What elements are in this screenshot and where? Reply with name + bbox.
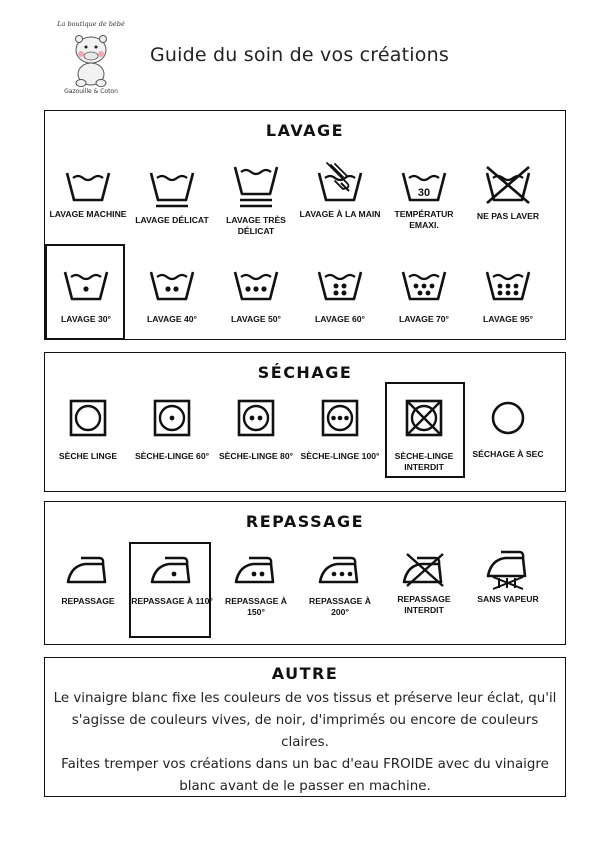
autre-text — [53, 688, 557, 798]
item-label: SÈCHE-LINGE 100° — [300, 451, 380, 461]
item-label: REPASSAGE — [61, 596, 115, 606]
brand-logo — [55, 20, 127, 98]
sechage-section — [44, 352, 566, 492]
logo-bottom-text: Gazouille & Coton — [64, 88, 118, 95]
lavage-temperature-item — [383, 169, 465, 230]
item-label: LAVAGE 30° — [61, 314, 111, 324]
sechage-title: SÉCHAGE — [257, 363, 353, 382]
lavage-40-item — [131, 268, 213, 325]
item-label: REPASSAGE INTERDIT — [397, 594, 451, 615]
repassage-title: REPASSAGE — [245, 512, 365, 531]
hippo-mascot-icon — [67, 30, 115, 88]
item-label: SÈCHE LINGE — [58, 451, 118, 461]
wash-40-icon — [149, 268, 195, 302]
wash-70-icon — [401, 268, 447, 302]
dry-clean-icon — [489, 399, 527, 437]
item-label: SÈCHE-LINGE INTERDIT — [394, 451, 454, 472]
seche-linge-60-item — [131, 399, 213, 462]
item-label: TEMPÉRATUR EMAXI. — [394, 209, 454, 230]
item-label: SÈCHE-LINGE 60° — [134, 451, 210, 461]
wash-30-icon — [63, 268, 109, 302]
page-title: Guide du soin de vos créations — [150, 44, 449, 66]
lavage-machine-item — [47, 169, 129, 220]
wash-machine-icon — [65, 169, 111, 203]
item-label: LAVAGE MACHINE — [49, 209, 127, 219]
do-not-wash-icon — [483, 165, 533, 205]
item-label: REPASSAGE À 200° — [309, 596, 371, 617]
lavage-tres-delicat-item — [215, 163, 297, 236]
wash-60-icon — [317, 268, 363, 302]
wash-very-delicate-icon — [233, 163, 279, 209]
item-label: LAVAGE 50° — [231, 314, 281, 324]
tumble-dry-60-icon — [153, 399, 191, 437]
iron-150-icon — [233, 554, 279, 586]
item-label: SANS VAPEUR — [477, 594, 539, 604]
item-label: LAVAGE 95° — [483, 314, 533, 324]
item-label: LAVAGE DÉLICAT — [135, 215, 209, 225]
item-label: LAVAGE 60° — [315, 314, 365, 324]
item-label: LAVAGE 70° — [399, 314, 449, 324]
lavage-60-item — [299, 268, 381, 325]
repassage-interdit-item — [383, 552, 465, 615]
wash-95-icon — [485, 268, 531, 302]
seche-linge-item — [47, 399, 129, 462]
tumble-dry-80-icon — [237, 399, 275, 437]
ne-pas-laver-item — [467, 165, 549, 222]
hand-wash-icon — [317, 161, 363, 203]
item-label: LAVAGE 40° — [147, 314, 197, 324]
autre-paragraph: Le vinaigre blanc fixe les couleurs de vos tissus et préserve leur éclat, qu'il s'agisse de couleurs vives, de noir, d'imprimés ou encore de couleurs claires. — [53, 691, 557, 750]
do-not-iron-icon — [401, 552, 447, 588]
repassage-110-item — [131, 554, 213, 607]
lavage-95-item — [467, 268, 549, 325]
item-label: SÉCHAGE À SEC — [472, 449, 544, 459]
seche-linge-80-item — [215, 399, 297, 462]
no-steam-icon — [485, 550, 531, 590]
seche-linge-interdit-item — [383, 399, 465, 472]
repassage-section — [44, 501, 566, 645]
lavage-30-item — [45, 268, 127, 325]
lavage-section — [44, 110, 566, 340]
item-label: LAVAGE TRÈS DÉLICAT — [226, 215, 286, 236]
wash-temp-30-icon — [401, 169, 447, 203]
sans-vapeur-item — [467, 550, 549, 605]
tumble-dry-100-icon — [321, 399, 359, 437]
autre-section — [44, 657, 566, 797]
repassage-item — [47, 554, 129, 607]
item-label: LAVAGE À LA MAIN — [299, 209, 381, 219]
lavage-50-item — [215, 268, 297, 325]
repassage-200-item — [299, 554, 381, 617]
lavage-delicat-item — [131, 169, 213, 226]
item-label: NE PAS LAVER — [476, 211, 540, 221]
lavage-title: LAVAGE — [265, 121, 345, 140]
item-label: SÈCHE-LINGE 80° — [218, 451, 294, 461]
iron-110-icon — [149, 554, 195, 586]
sechage-a-sec-item — [467, 399, 549, 460]
tumble-dry-icon — [69, 399, 107, 437]
lavage-main-item — [299, 161, 381, 220]
seche-linge-100-item — [299, 399, 381, 462]
repassage-150-item — [215, 554, 297, 617]
iron-200-icon — [317, 554, 363, 586]
wash-50-icon — [233, 268, 279, 302]
iron-icon — [65, 554, 111, 586]
autre-title: AUTRE — [271, 664, 339, 683]
autre-paragraph: Faites tremper vos créations dans un bac d'eau FROIDE avec du vinaigre blanc avant de le passer en machine. — [61, 757, 549, 794]
lavage-70-item — [383, 268, 465, 325]
do-not-tumble-dry-icon — [405, 399, 443, 437]
item-label: REPASSAGE À 110° — [131, 596, 213, 606]
item-label: REPASSAGE À 150° — [225, 596, 287, 617]
logo-top-text: La boutique de bébé — [57, 20, 125, 28]
wash-delicate-icon — [149, 169, 195, 209]
temp-value: 30 — [417, 187, 431, 199]
